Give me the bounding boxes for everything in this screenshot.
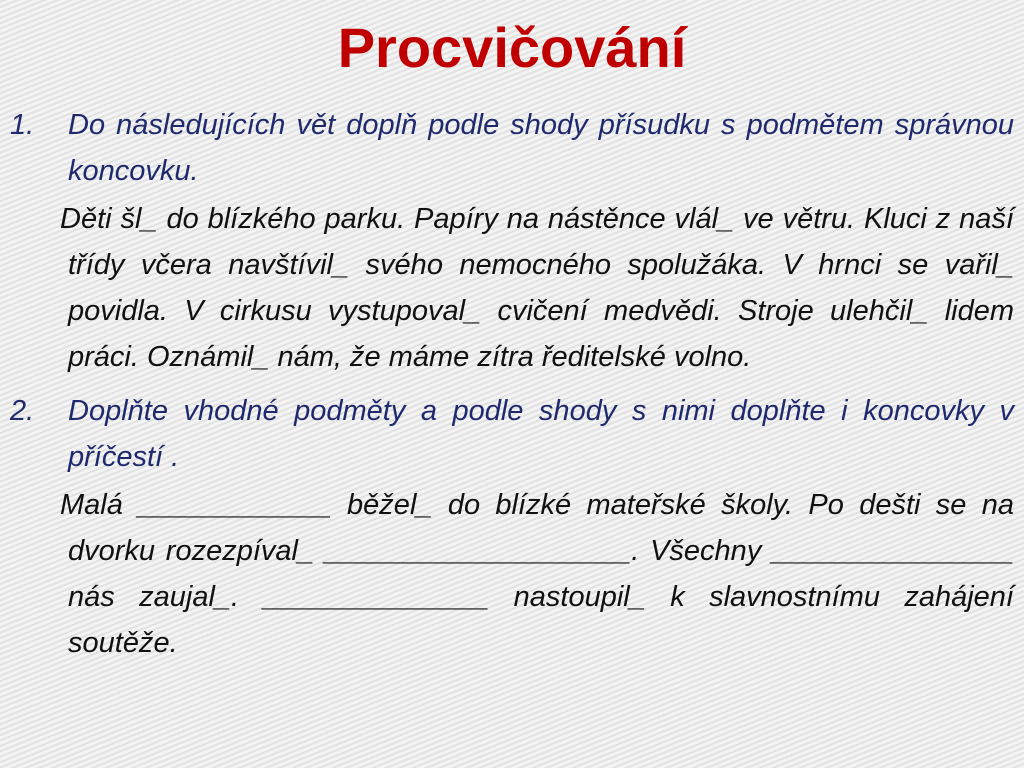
task-2-exercise	[10, 482, 1014, 666]
task-2-number: 2.	[10, 395, 35, 427]
slide-title: Procvičování	[337, 16, 687, 79]
slide-content	[10, 102, 1014, 674]
task-2-instruction	[10, 388, 1014, 480]
task-1-number: 1.	[10, 109, 35, 141]
task-2-exercise-text: Malá ____________ běžel_ do blízké mateřské školy. Po dešti se na dvorku rozezpíval_ ___________________. Všechny _______________ nás zaujal_. ______________ nastoupil_ k slavnostnímu zahájení soutěže.	[60, 489, 1014, 659]
task-1-instruction	[10, 102, 1014, 194]
task-1-exercise	[10, 196, 1014, 380]
task-1-instruction-text: Do následujících vět doplň podle shody přísudku s podmětem správnou koncovku.	[68, 109, 1014, 187]
task-1-exercise-text: Děti šl_ do blízkého parku. Papíry na nástěnce vlál_ ve větru. Kluci z naší třídy včera navštívil_ svého nemocného spolužáka. V hrnci se vařil_ povidla. V cirkusu vystupoval_ cvičení medvědi. Stroje ulehčil_ lidem práci. Oznámil_ nám, že máme zítra ředitelské volno.	[60, 203, 1014, 373]
task-2-instruction-text: Doplňte vhodné podměty a podle shody s nimi doplňte i koncovky v příčestí .	[68, 395, 1014, 473]
